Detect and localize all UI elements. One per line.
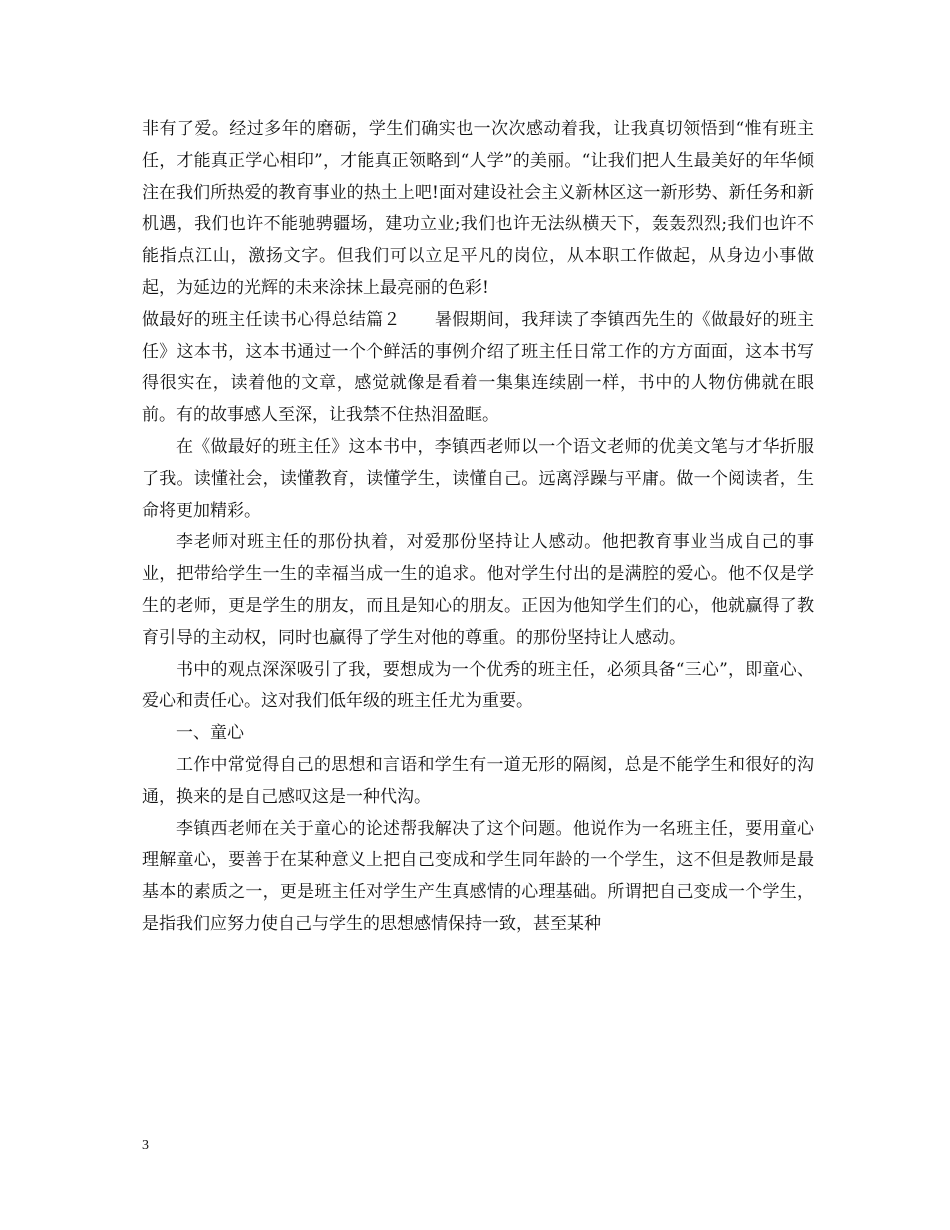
page-number: 3 [142,1138,149,1153]
paragraph-section-title: 做最好的班主任读书心得总结篇２ 暑假期间，我拜读了李镇西先生的《做最好的班主任》这本书，这本书通过一个个鲜活的事例介绍了班主任日常工作的方方面面，这本书写得很实在，读着他的文章，感觉就像是看着一集集连续剧一样，书中的人物仿佛就在眼前。有的故事感人至深，让我禁不住热泪盈眶。 [142,309,814,426]
paragraph-three-hearts: 书中的观点深深吸引了我，要想成为一个优秀的班主任，必须具备“三心”，即童心、爱心和责任心。这对我们低年级的班主任尤为重要。 [142,659,814,712]
paragraph-continuation: 非有了爱。经过多年的磨砺，学生们确实也一次次感动着我，让我真切领悟到“惟有班主任，才能真正学心相印”，才能真正领略到“人学”的美丽。“让我们把人生最美好的年华倾注在我们所热爱的教育事业的热土上吧!面对建设社会主义新林区这一新形势、新任务和新机遇，我们也许不能驰骋疆场，建功立业;我们也许无法纵横天下，轰轰烈烈;我们也许不能指点江山，激扬文字。但我们可以立足平凡的岗位，从本职工作做起，从身边小事做起，为延边的光辉的未来涂抹上最亮丽的色彩! [142,119,814,298]
paragraph-childlike-heart: 李镇西老师在关于童心的论述帮我解决了这个问题。他说作为一名班主任，要用童心理解童心，要善于在某种意义上把自己变成和学生同年龄的一个学生，这不但是教师是最基本的素质之一，更是班主任对学生产生真感情的心理基础。所谓把自己变成一个学生，是指我们应努力使自己与学生的思想感情保持一致，甚至某种 [142,818,814,934]
paragraph-persistence: 李老师对班主任的那份执着，对爱那份坚持让人感动。他把教育事业当成自己的事业，把带给学生一生的幸福当成一生的追求。他对学生付出的是满腔的爱心。他不仅是学生的老师，更是学生的朋友，而且是知心的朋友。正因为他知学生们的心，他就赢得了教育引导的主动权，同时也赢得了学生对他的尊重。的那份坚持让人感动。 [142,532,814,648]
paragraph-generation-gap: 工作中常觉得自己的思想和言语和学生有一道无形的隔阂，总是不能学生和很好的沟通，换来的是自己感叹这是一种代沟。 [142,754,814,807]
subheading-childlike-heart: 一、童心 [176,723,244,744]
body-text [142,114,814,941]
paragraph-writing-style: 在《做最好的班主任》这本书中，李镇西老师以一个语文老师的优美文笔与才华折服了我。读懂社会，读懂教育，读懂学生，读懂自己。远离浮躁与平庸。做一个阅读者，生命将更加精彩。 [142,436,814,521]
